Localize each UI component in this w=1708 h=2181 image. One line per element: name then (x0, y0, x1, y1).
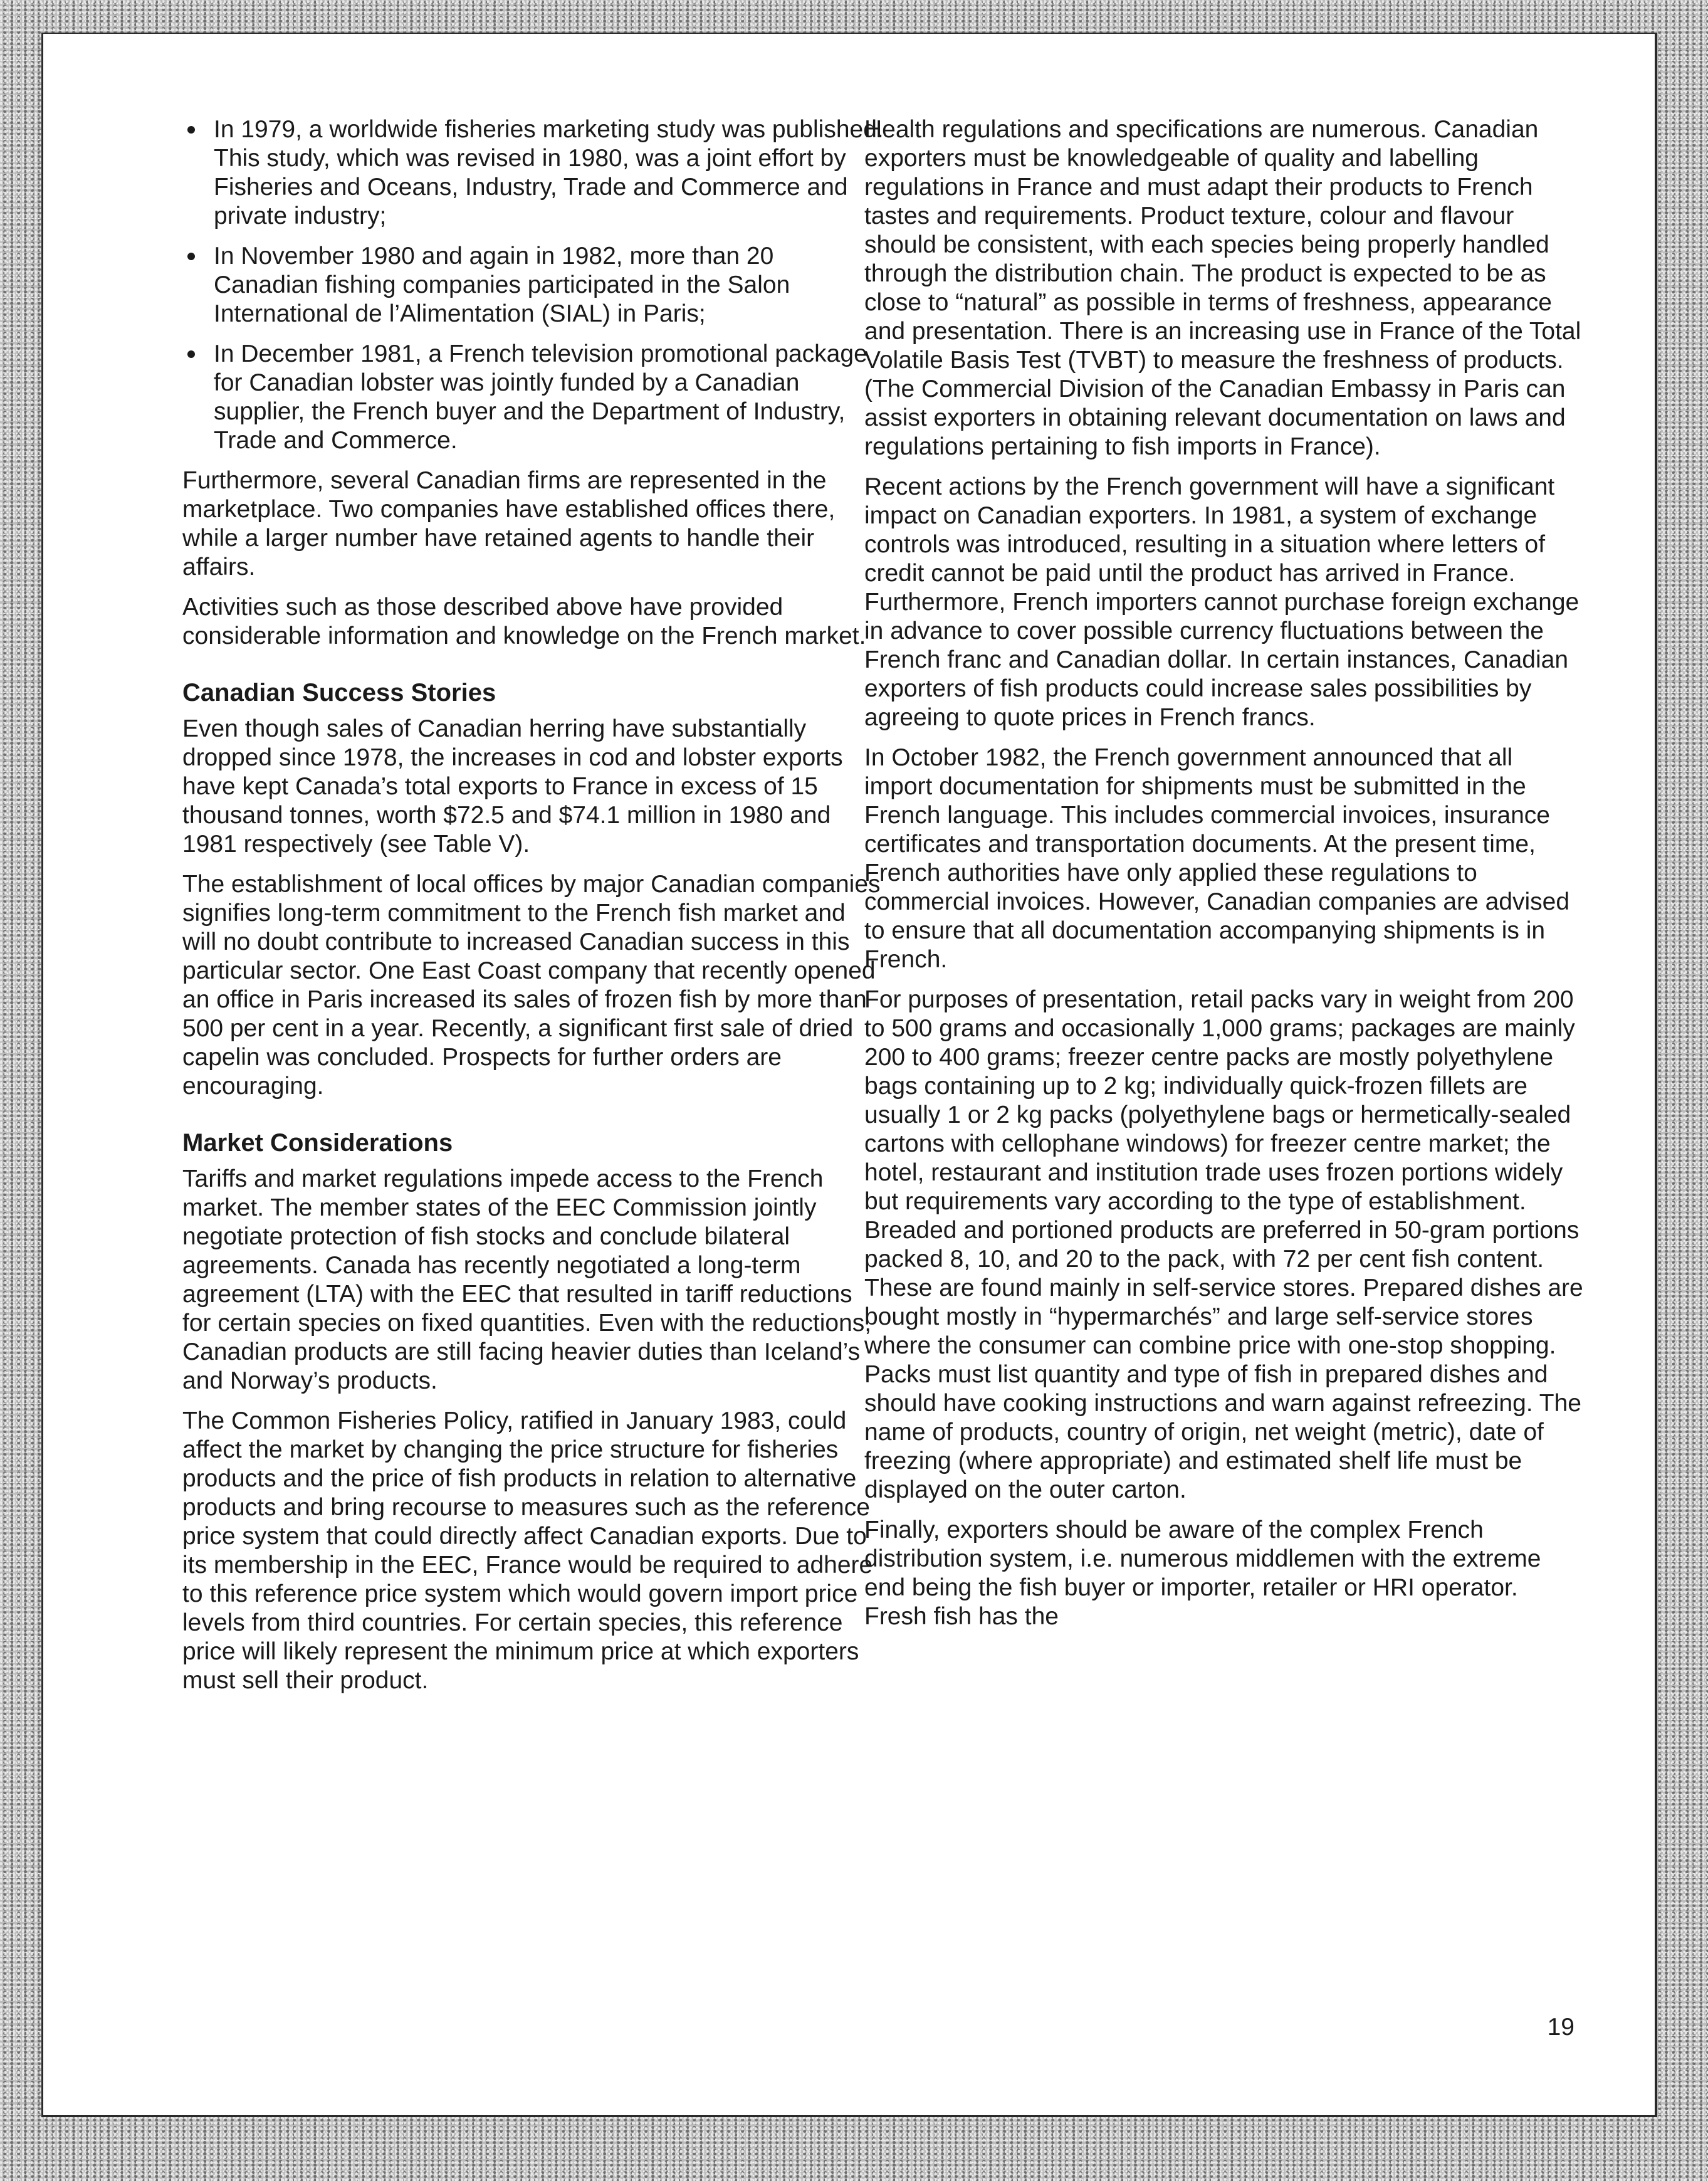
paragraph-october: In October 1982, the French government announced that all import documentation for shipments must be submitted in the French language. This includes commercial invoices, insurance certificates and transportation documents. At the present time, French authorities have only applied these regulations to commercial invoices. However, Canadian companies are advised to ensure that all documentation accompanying shipments is in French. (864, 744, 1570, 973)
bullet-item: In December 1981, a French television promotional package for Canadian lobster was jointly funded by a Canadian supplier, the French buyer and the Department of Industry, Trade and Commerce. (182, 340, 884, 455)
paragraph-success-1: Even though sales of Canadian herring have substantially dropped since 1978, the increases in cod and lobster exports have kept Canada’s total exports to France in excess of 15 thousand tonnes, worth $72.5 and $74.1 million in 1980 and 1981 respectively (see Table V). (182, 715, 843, 858)
paragraph-recent-actions: Recent actions by the French government will have a significant impact on Canadian exporters. In 1981, a system of exchange controls was introduced, resulting in a situation where letters of credit cannot be paid until the product has arrived in France. Furthermore, French importers cannot purchase foreign exchange in advance to cover possible currency fluctuations between the French franc and Canadian dollar. In certain instances, Canadian exporters of fish products could increase sales possibilities by agreeing to quote prices in French francs. (864, 473, 1580, 731)
paragraph-health: Health regulations and specifications are numerous. Canadian exporters must be knowledgeable of quality and labelling regulations in France and must adapt their products to French tastes and requirements. Product texture, colour and flavour should be consistent, with each species being properly handled through the distribution chain. The product is expected to be as close to “natural” as possible in terms of freshness, appearance and presentation. There is an increasing use in France of the Total Volatile Basis Test (TVBT) to measure the freshness of products. (The Commercial Division of the Canadian Embassy in Paris can assist exporters in obtaining relevant documentation on laws and regulations pertaining to fish imports in France). (864, 116, 1581, 460)
left-column (182, 115, 884, 1706)
paragraph-market-2: The Common Fisheries Policy, ratified in January 1983, could affect the market by changing the price structure for fisheries products and the price of fish products in relation to alternative products and bring recourse to measures such as the reference price system that could directly affect Canadian exports. Due to its membership in the EEC, France would be required to adhere to this reference price system which would govern import price levels from third countries. For certain species, this reference price will likely represent the minimum price at which exporters must sell their product. (182, 1407, 873, 1694)
paragraph-market-1: Tariffs and market regulations impede access to the French market. The member states of the EEC Commission jointly negotiate protection of fish stocks and conclude bilateral agreements. Canada has recently negotiated a long-term agreement (LTA) with the EEC that resulted in tariff reductions for certain species on fixed quantities. Even with the reductions, Canadian products are still facing heavier duties than Iceland’s and Norway’s products. (182, 1165, 872, 1394)
document-page (41, 33, 1657, 2117)
bullet-item: In 1979, a worldwide fisheries marketing study was published. This study, which was revised in 1980, was a joint effort by Fisheries and Oceans, Industry, Trade and Commerce and private industry; (182, 115, 884, 231)
heading-market-considerations: Market Considerations (182, 1129, 453, 1157)
paragraph-furthermore: Furthermore, several Canadian firms are represented in the marketplace. Two companies have established offices there, while a larger number have retained agents to handle their affairs. (182, 467, 836, 581)
paragraph-presentation: For purposes of presentation, retail packs vary in weight from 200 to 500 grams and occasionally 1,000 grams; packages are mainly 200 to 400 grams; freezer centre packs are mostly polyethylene bags containing up to 2 kg; individually quick-frozen fillets are usually 1 or 2 kg packs (polyethylene bags or hermetically-sealed cartons with cellophane windows) for freezer centre market; the hotel, restaurant and institution trade uses frozen portions widely but requirements vary according to the type of establishment. Breaded and portioned products are preferred in 50-gram portions packed 8, 10, and 20 to the pack, with 72 per cent fish content. These are found mainly in self-service stores. Prepared dishes are bought mostly in “hypermarchés” and large self-service stores where the consumer can combine price with one-stop shopping. Packs must list quantity and type of fish in prepared dishes and should have cooking instructions and warn against refreezing. The name of products, country of origin, net weight (metric), date of freezing (where appropriate) and estimated shelf life must be displayed on the outer carton. (864, 986, 1583, 1503)
bullet-list (182, 115, 884, 455)
bullet-item: In November 1980 and again in 1982, more than 20 Canadian fishing companies participated in the Salon International de l’Alimentation (SIAL) in Paris; (182, 242, 884, 328)
paragraph-success-2: The establishment of local offices by major Canadian companies signifies long-term commitment to the French fish market and will no doubt contribute to increased Canadian success in this particular sector. One East Coast company that recently opened an office in Paris increased its sales of frozen fish by more than 500 per cent in a year. Recently, a significant first sale of dried capelin was concluded. Prospects for further orders are encouraging. (182, 871, 881, 1100)
paragraph-finally: Finally, exporters should be aware of the complex French distribution system, i.e. numerous middlemen with the extreme end being the fish buyer or importer, retailer or HRI operator. Fresh fish has the (864, 1516, 1541, 1630)
right-column (864, 115, 1584, 1642)
page-number: 19 (1547, 2014, 1574, 2041)
paragraph-activities: Activities such as those described above have provided considerable information and knowledge on the French market. (182, 594, 866, 649)
heading-success-stories: Canadian Success Stories (182, 679, 496, 707)
